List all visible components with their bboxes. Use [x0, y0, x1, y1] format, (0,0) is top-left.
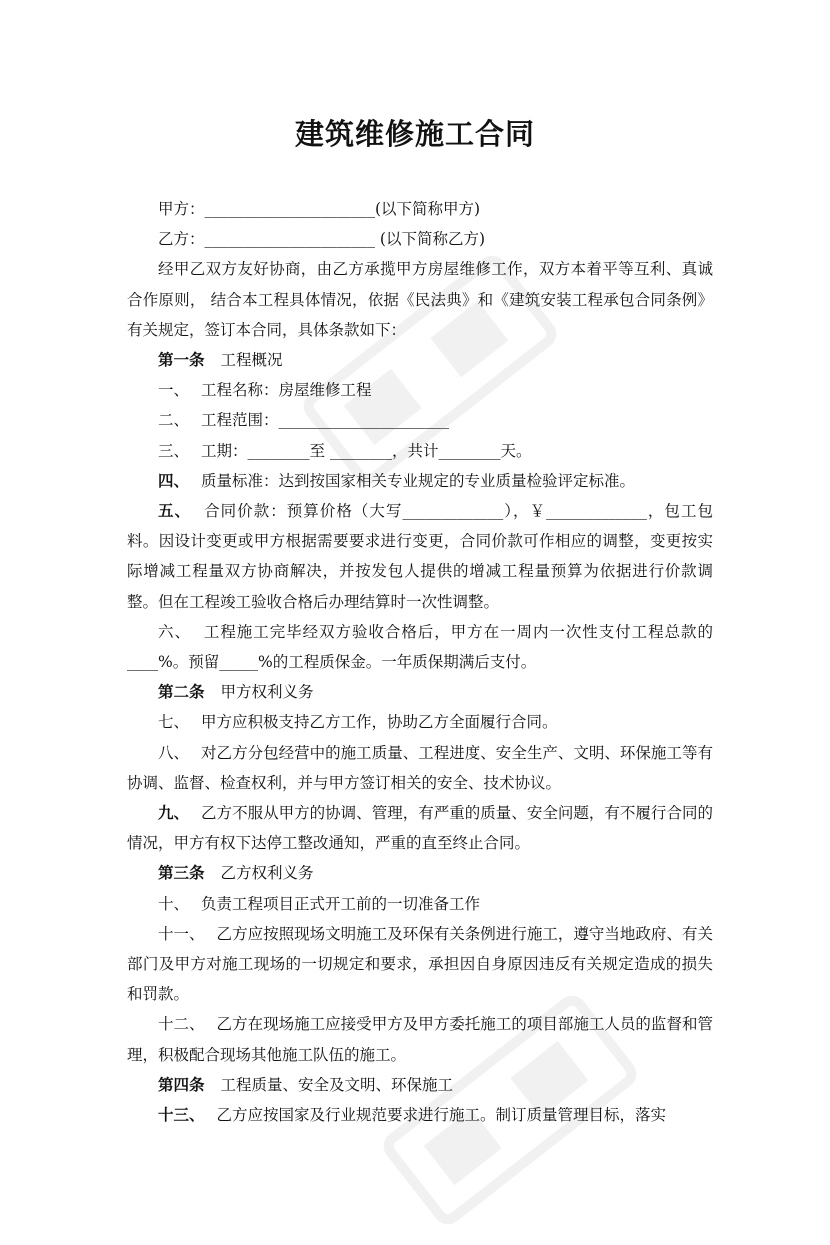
section-title: 甲方权利义务 [220, 683, 314, 702]
clause-text: 工期：________至 ________，共计________天。 [201, 441, 532, 460]
clause-number: 十一、 [158, 924, 205, 943]
clause-text: 合同价款：预算价格（大写_____________），￥_____________，包工包料。因设计变更或甲方根据需要要求进行变更，合同价款可作相应的调整，变更按实际增减工程量双方协商解决，并按发包人提供的增减工程量预算为依据进行价款调整。但在工程竣工验收合格后办理结算时一次性调整。 [127, 502, 713, 611]
clause [127, 738, 713, 798]
clause-number: 六、 [158, 622, 191, 641]
contract-body [127, 194, 713, 1130]
clause-text: 乙方应按照现场文明施工及环保有关条例进行施工，遵守当地政府、有关部门及甲方对施工现场的一切规定和要求，承担因自身原因违反有关规定造成的损失和罚款。 [127, 924, 713, 1004]
section-title: 乙方权利义务 [220, 864, 314, 883]
clause [127, 375, 713, 405]
clause-text: 工程范围：______________________ [201, 411, 450, 430]
clause-text: 工程名称：房屋维修工程 [201, 381, 372, 400]
clause-number: 四、 [158, 471, 190, 490]
clause [127, 466, 713, 496]
document-title: 建筑维修施工合同 [294, 117, 535, 151]
clause-text: 乙方应按国家及行业规范要求进行施工。制订质量管理目标，落实 [216, 1106, 667, 1125]
clause [127, 496, 713, 617]
section-title: 工程概况 [220, 351, 283, 370]
clause-number: 七、 [158, 713, 190, 732]
section-heading [127, 1070, 713, 1100]
clause [127, 1100, 713, 1130]
clause-text: 对乙方分包经营中的施工质量、工程进度、安全生产、文明、环保施工等有协调、监督、检查权利，并与甲方签订相关的安全、技术协议。 [127, 743, 713, 792]
clause-number: 一、 [158, 381, 190, 400]
party-b-line: 乙方：______________________ (以下简称乙方) [158, 230, 486, 249]
clause-number: 八、 [158, 743, 190, 762]
party-a-line: 甲方：______________________(以下简称甲方) [158, 200, 481, 218]
clause [127, 798, 713, 858]
clause-number: 二、 [158, 411, 190, 430]
clause [127, 707, 713, 737]
clause [127, 436, 713, 466]
section-number: 第四条 [158, 1075, 205, 1094]
section-number: 第二条 [158, 683, 205, 702]
clause-number: 十二、 [158, 1015, 205, 1034]
preamble: 经甲乙双方友好协商，由乙方承揽甲方房屋维修工作，双方本着平等互利、真诚合作原则， 结合本工程具体情况，依据《民法典》和《建筑安装工程承包合同条例》有关规定，签订本合同，具体条款如下： [127, 260, 713, 339]
section-number: 第一条 [158, 351, 205, 370]
clause-number: 九、 [158, 804, 190, 823]
clause-text: 质量标准：达到按国家相关专业规定的专业质量检验评定标准。 [201, 471, 636, 490]
clause-text: 工程施工完毕经双方验收合格后，甲方在一周内一次性支付工程总款的____%。预留_____%的工程质保金。一年质保期满后支付。 [127, 622, 713, 672]
clause-text: 负责工程项目正式开工前的一切准备工作 [201, 894, 481, 913]
section-heading [127, 677, 713, 707]
clause-text: 甲方应积极支持乙方工作，协助乙方全面履行合同。 [201, 713, 558, 732]
clause [127, 889, 713, 919]
section-heading [127, 345, 713, 375]
clause-number: 十三、 [158, 1106, 205, 1125]
section-title: 工程质量、安全及文明、环保施工 [220, 1075, 454, 1094]
clause [127, 405, 713, 435]
clause-text: 乙方不服从甲方的协调、管理，有严重的质量、安全问题，有不履行合同的情况，甲方有权下达停工整改通知，严重的直至终止合同。 [127, 804, 713, 853]
section-number: 第三条 [158, 864, 205, 883]
clause [127, 617, 713, 677]
clause-number: 十、 [158, 894, 190, 913]
clause-number: 五、 [158, 502, 192, 521]
clause [127, 919, 713, 1010]
clause [127, 1009, 713, 1069]
clause-text: 乙方在现场施工应接受甲方及甲方委托施工的项目部施工人员的监督和管理，积极配合现场其他施工队伍的施工。 [127, 1015, 713, 1064]
section-heading [127, 858, 713, 888]
clause-number: 三、 [158, 441, 190, 460]
